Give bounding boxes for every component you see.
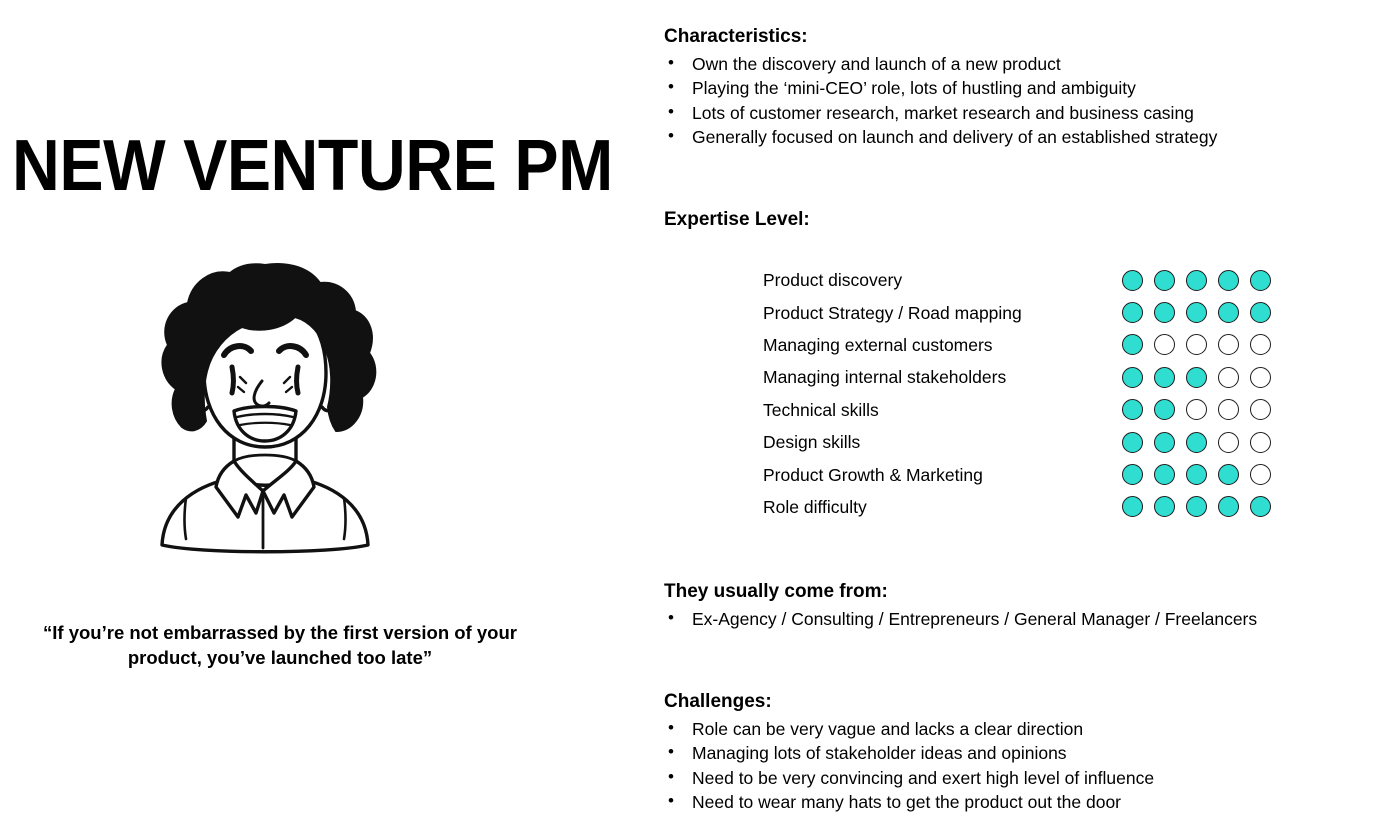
expertise-heading: Expertise Level: [664, 209, 810, 230]
expertise-rating-table [664, 264, 1284, 523]
expertise-row-label: Role difficulty [763, 496, 867, 517]
expertise-row-label: Managing internal stakeholders [763, 367, 1007, 388]
expertise-row-label: Design skills [763, 432, 861, 453]
rating-dots [1122, 432, 1284, 453]
come-from-section [664, 580, 1364, 631]
rating-dot-filled [1186, 302, 1207, 323]
rating-dot-filled [1186, 432, 1207, 453]
avatar-illustration [150, 255, 380, 555]
rating-dot-filled [1122, 464, 1143, 485]
come-from-list [664, 607, 1364, 631]
left-panel [0, 0, 620, 833]
expertise-row [664, 458, 1284, 490]
expertise-row [664, 264, 1284, 296]
characteristics-list [664, 52, 1364, 149]
expertise-row-label: Product Growth & Marketing [763, 464, 983, 485]
rating-dot-filled [1250, 302, 1271, 323]
expertise-row [664, 426, 1284, 458]
rating-dot-filled [1122, 399, 1143, 420]
rating-dot-filled [1186, 496, 1207, 517]
expertise-row-label: Product Strategy / Road mapping [763, 302, 1022, 323]
expertise-row [664, 361, 1284, 393]
challenges-section [664, 690, 1364, 814]
challenges-list [664, 717, 1364, 814]
rating-dots [1122, 399, 1284, 420]
list-item: • Need to wear many hats to get the product out the door [664, 790, 1364, 814]
list-item: • Playing the ‘mini-CEO’ role, lots of hustling and ambiguity [664, 76, 1364, 100]
rating-dot-filled [1250, 270, 1271, 291]
rating-dot-filled [1122, 302, 1143, 323]
rating-dot-filled [1122, 496, 1143, 517]
expertise-row [664, 296, 1284, 328]
rating-dots [1122, 270, 1284, 291]
rating-dot-empty [1218, 334, 1239, 355]
rating-dot-empty [1186, 334, 1207, 355]
expertise-row-rating [1114, 296, 1284, 328]
rating-dot-empty [1154, 334, 1175, 355]
rating-dot-empty [1250, 334, 1271, 355]
rating-dot-filled [1186, 367, 1207, 388]
expertise-rating-body [664, 264, 1284, 523]
characteristics-heading: Characteristics: [664, 26, 808, 47]
expertise-row-label: Technical skills [763, 399, 879, 420]
rating-dot-filled [1122, 367, 1143, 388]
list-item: • Managing lots of stakeholder ideas and opinions [664, 741, 1364, 765]
rating-dot-empty [1250, 399, 1271, 420]
characteristics-section [664, 25, 1364, 149]
expertise-row-rating [1114, 264, 1284, 296]
right-panel [664, 0, 1400, 833]
rating-dot-filled [1186, 270, 1207, 291]
rating-dot-filled [1154, 367, 1175, 388]
rating-dots [1122, 367, 1284, 388]
rating-dot-empty [1218, 432, 1239, 453]
expertise-row [664, 394, 1284, 426]
rating-dots [1122, 334, 1284, 355]
expertise-row-rating [1114, 329, 1284, 361]
rating-dot-filled [1250, 496, 1271, 517]
expertise-row-label: Managing external customers [763, 334, 993, 355]
rating-dot-empty [1250, 367, 1271, 388]
rating-dot-empty [1250, 432, 1271, 453]
rating-dot-filled [1218, 464, 1239, 485]
rating-dot-empty [1186, 399, 1207, 420]
rating-dot-filled [1154, 496, 1175, 517]
persona-quote: “If you’re not embarrassed by the first version of your product, you’ve launched too late” [43, 622, 517, 668]
rating-dot-empty [1218, 367, 1239, 388]
rating-dot-filled [1154, 399, 1175, 420]
expertise-row-rating [1114, 394, 1284, 426]
expertise-row [664, 329, 1284, 361]
expertise-row-rating [1114, 458, 1284, 490]
list-item: • Need to be very convincing and exert high level of influence [664, 766, 1364, 790]
rating-dot-filled [1122, 270, 1143, 291]
list-item: • Generally focused on launch and delivery of an established strategy [664, 125, 1364, 149]
avatar [150, 255, 380, 555]
rating-dot-filled [1154, 432, 1175, 453]
expertise-row-rating [1114, 426, 1284, 458]
rating-dots [1122, 464, 1284, 485]
challenges-heading: Challenges: [664, 691, 772, 712]
rating-dot-filled [1154, 270, 1175, 291]
expertise-row [664, 491, 1284, 523]
expertise-row-rating [1114, 491, 1284, 523]
rating-dots [1122, 496, 1284, 517]
rating-dot-empty [1250, 464, 1271, 485]
rating-dot-filled [1218, 270, 1239, 291]
come-from-heading: They usually come from: [664, 581, 888, 602]
rating-dot-filled [1154, 302, 1175, 323]
rating-dot-filled [1218, 496, 1239, 517]
list-item: • Role can be very vague and lacks a clear direction [664, 717, 1364, 741]
rating-dot-empty [1218, 399, 1239, 420]
rating-dot-filled [1122, 334, 1143, 355]
rating-dot-filled [1186, 464, 1207, 485]
expertise-row-label: Product discovery [763, 270, 903, 291]
expertise-section [664, 208, 1364, 523]
rating-dot-filled [1122, 432, 1143, 453]
list-item: • Ex-Agency / Consulting / Entrepreneurs / General Manager / Freelancers [664, 607, 1364, 631]
page-title: NEW VENTURE PM [12, 126, 613, 206]
list-item: • Lots of customer research, market research and business casing [664, 101, 1364, 125]
rating-dots [1122, 302, 1284, 323]
rating-dot-filled [1154, 464, 1175, 485]
list-item: • Own the discovery and launch of a new product [664, 52, 1364, 76]
expertise-row-rating [1114, 361, 1284, 393]
rating-dot-filled [1218, 302, 1239, 323]
